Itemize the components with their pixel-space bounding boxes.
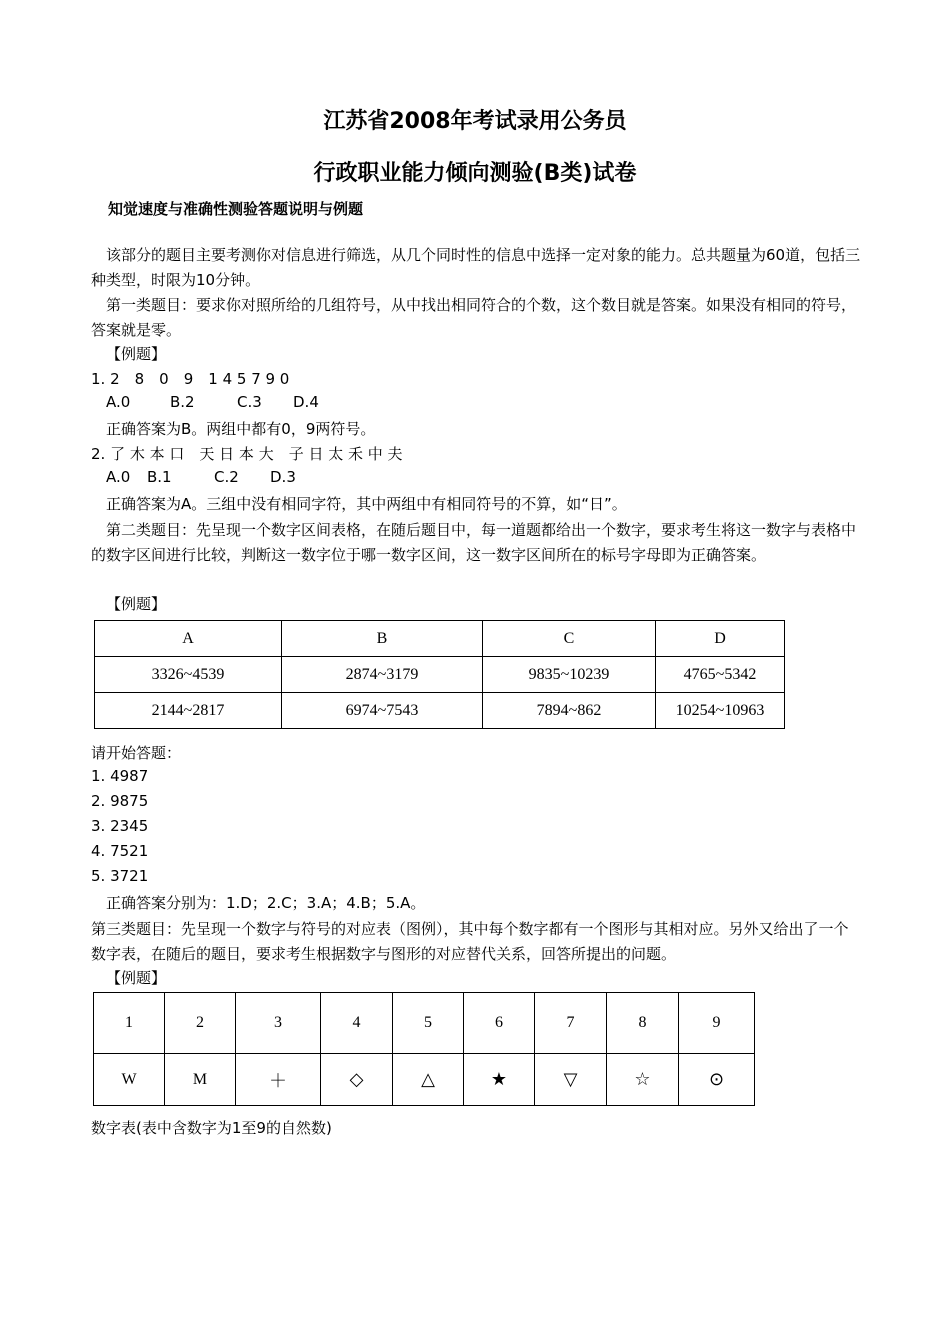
q2-option-a: A.0	[106, 468, 131, 486]
document-title: 江苏省2008年考试录用公务员	[323, 109, 627, 134]
range-cell: 3326~4539	[95, 657, 282, 693]
type2-question-5: 5. 3721	[91, 867, 149, 885]
q2-option-b: B.1	[147, 468, 172, 486]
type2-answer: 正确答案分别为：1.D；2.C；3.A；4.B；5.A。	[106, 894, 426, 912]
range-header-a: A	[95, 621, 282, 657]
digit-row	[94, 993, 755, 1054]
range-table	[94, 620, 785, 729]
number-table-caption: 数字表(表中含数字为1至9的自然数)	[91, 1119, 332, 1137]
type2-question-2: 2. 9875	[91, 792, 149, 810]
circled-dot-icon: ⊙	[679, 1054, 755, 1106]
q1-option-b: B.2	[170, 393, 195, 411]
q1-option-d: D.4	[293, 393, 319, 411]
range-cell: 2874~3179	[282, 657, 483, 693]
type2-description: 第二类题目：先呈现一个数字区间表格，在随后题目中，每一道题都给出一个数字，要求考生将这一数字与表格中的数字区间进行比较，判断这一数字位于哪一数字区间，这一数字区间所在的标号字母即为正确答案。	[91, 521, 857, 564]
range-table-row	[95, 657, 785, 693]
q1-option-c: C.3	[237, 393, 262, 411]
digit-cell: 7	[535, 993, 607, 1054]
range-cell: 7894~862	[483, 693, 656, 729]
symbol-row	[94, 1054, 755, 1106]
q2-option-d: D.3	[270, 468, 296, 486]
type3-description: 第三类题目：先呈现一个数字与符号的对应表（图例），其中每个数字都有一个图形与其相对应。另外又给出了一个数字表，在随后的题目，要求考生根据数字与图形的对应替代关系，回答所提出的问题。	[91, 920, 849, 963]
triangle-down-icon: ▽	[535, 1054, 607, 1106]
type1-example-label: 【例题】	[106, 345, 167, 363]
q2-option-c: C.2	[214, 468, 239, 486]
symbol-m: M	[165, 1054, 236, 1106]
range-cell: 6974~7543	[282, 693, 483, 729]
type1-q1-answer: 正确答案为B。两组中都有0，9两符号。	[106, 420, 376, 438]
digit-cell: 6	[464, 993, 535, 1054]
intro-paragraph: 该部分的题目主要考测你对信息进行筛选，从几个同时性的信息中选择一定对象的能力。总共题量为60道，包括三种类型，时限为10分钟。	[91, 246, 861, 289]
type3-example-label: 【例题】	[106, 969, 167, 987]
digit-cell: 3	[236, 993, 321, 1054]
range-cell: 2144~2817	[95, 693, 282, 729]
section-heading: 知觉速度与准确性测验答题说明与例题	[108, 200, 364, 218]
range-cell: 4765~5342	[656, 657, 785, 693]
type1-description: 第一类题目：要求你对照所给的几组符号，从中找出相同符合的个数，这个数目就是答案。如果没有相同的符号，答案就是零。	[91, 296, 857, 339]
type2-question-1: 1. 4987	[91, 767, 149, 785]
type1-question-1: 1. 2 8 0 9 1 4 5 7 9 0	[91, 370, 290, 388]
range-cell: 10254~10963	[656, 693, 785, 729]
symbol-w: W	[94, 1054, 165, 1106]
digit-cell: 9	[679, 993, 755, 1054]
type2-start-label: 请开始答题：	[91, 744, 182, 762]
range-header-d: D	[656, 621, 785, 657]
range-header-c: C	[483, 621, 656, 657]
type1-q2-answer: 正确答案为A。三组中没有相同字符，其中两组中有相同符号的不算，如“日”。	[106, 495, 627, 513]
digit-cell: 5	[393, 993, 464, 1054]
range-cell: 9835~10239	[483, 657, 656, 693]
range-table-header-row	[95, 621, 785, 657]
plus-icon: ＋	[236, 1054, 321, 1106]
type2-example-label: 【例题】	[106, 595, 167, 613]
triangle-up-icon: △	[393, 1054, 464, 1106]
digit-cell: 1	[94, 993, 165, 1054]
outline-star-icon: ☆	[607, 1054, 679, 1106]
symbol-legend-table	[93, 992, 755, 1106]
range-header-b: B	[282, 621, 483, 657]
document-subtitle: 行政职业能力倾向测验(B类)试卷	[313, 161, 637, 186]
digit-cell: 4	[321, 993, 393, 1054]
digit-cell: 2	[165, 993, 236, 1054]
diamond-icon: ◇	[321, 1054, 393, 1106]
range-table-row	[95, 693, 785, 729]
type2-question-4: 4. 7521	[91, 842, 149, 860]
q1-option-a: A.0	[106, 393, 131, 411]
filled-star-icon: ★	[464, 1054, 535, 1106]
digit-cell: 8	[607, 993, 679, 1054]
type1-question-2: 2. 了 木 本 口 天 日 本 大 子 日 太 禾 中 夫	[91, 445, 403, 463]
type2-question-3: 3. 2345	[91, 817, 149, 835]
